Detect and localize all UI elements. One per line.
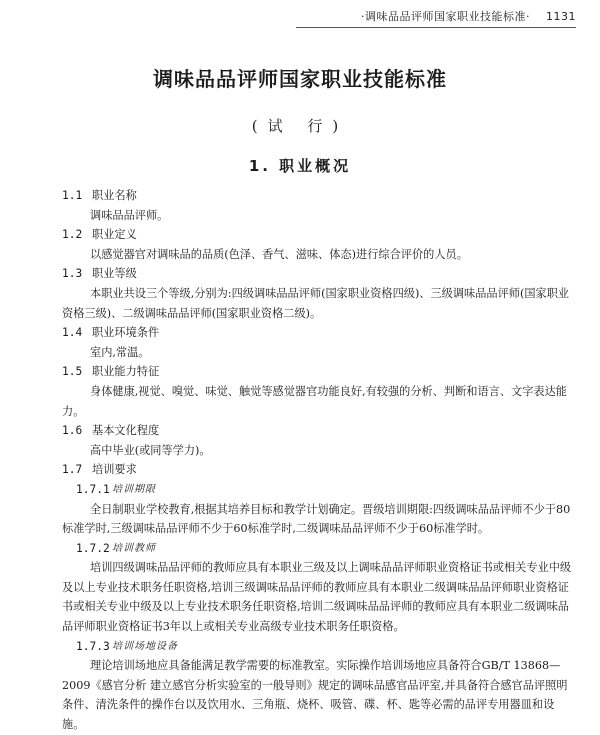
subitem-heading <box>62 637 572 657</box>
item-heading <box>62 186 572 206</box>
item-number: 1.7 <box>62 463 83 477</box>
item-label: 职业名称 <box>92 189 137 202</box>
item-number: 1.5 <box>62 365 83 379</box>
item-text: 身体健康,视觉、嗅觉、味觉、触觉等感觉器官功能良好,有较强的分析、判断和语言、文字表达能力。 <box>62 384 567 418</box>
subitem-text: 理论培训场地应具备能满足教学需要的标准教室。实际操作培训场地应具备符合GB/T 13868—2009《感官分析 建立感官分析实验室的一般导则》规定的调味品感官品评室,并具备符合感官品评照明条件、清洗条件的操作台以及饮用水、三角瓶、烧杯、吸管、碟、杯、匙等必需的品评专用器皿和设施。 <box>62 659 568 732</box>
subitem-text: 培训四级调味品品评师的教师应具有本职业三级及以上调味品品评师职业资格证书或相关专业中级及以上专业技术职务任职资格,培训三级调味品品评师的教师应具有本职业二级调味品品评师职业资格证书或相关专业中级及以上专业技术职务任职资格,培训二级调味品品评师的教师应具有本职业二级调味品品评师职业资格证书3年以上或相关专业高级专业技术职务任职资格。 <box>62 561 572 634</box>
item-label: 培训要求 <box>92 463 137 477</box>
item-heading <box>62 225 572 245</box>
document-subtitle: (试 行) <box>251 117 349 135</box>
item-heading <box>62 460 572 480</box>
document-body <box>62 186 572 735</box>
subitem-heading <box>62 480 572 500</box>
subitem-heading <box>62 539 572 559</box>
item-label: 职业等级 <box>92 267 137 281</box>
item-heading <box>62 264 572 284</box>
subitem-number: 1.7.2 <box>76 541 110 555</box>
item-number: 1.4 <box>62 326 83 340</box>
running-header <box>361 8 576 24</box>
item-text: 调味品品评师。 <box>90 208 169 222</box>
subitem-number: 1.7.1 <box>76 482 110 496</box>
subitem-label: 培训教师 <box>112 542 156 554</box>
subitem-number: 1.7.3 <box>76 639 110 653</box>
subitem-text: 全日制职业学校教育,根据其培养目标和教学计划确定。晋级培训期限:四级调味品品评师不少于80标准学时,三级调味品品评师不少于60标准学时,二级调味品品评师不少于60标准学时。 <box>62 502 571 536</box>
item-label: 职业定义 <box>92 228 137 242</box>
running-title: ·调味品品评师国家职业技能标准· <box>361 10 530 23</box>
section-title: 1. 职业概况 <box>248 157 352 175</box>
item-text: 以感觉器官对调味品的品质(色泽、香气、滋味、体态)进行综合评价的人员。 <box>90 247 468 261</box>
item-number: 1.2 <box>62 228 83 242</box>
item-label: 职业能力特征 <box>92 365 160 379</box>
item-number: 1.3 <box>62 267 83 281</box>
item-text: 室内,常温。 <box>90 345 150 359</box>
page-number: 1131 <box>546 10 576 23</box>
item-heading <box>62 421 572 441</box>
document-title: 调味品品评师国家职业技能标准 <box>153 67 447 91</box>
item-heading <box>62 362 572 382</box>
item-label: 基本文化程度 <box>92 424 160 438</box>
header-rule <box>296 27 576 28</box>
subitem-label: 培训期限 <box>112 483 156 495</box>
item-heading <box>62 323 572 343</box>
item-number: 1.6 <box>62 424 83 438</box>
item-text: 高中毕业(或同等学力)。 <box>90 443 211 457</box>
item-label: 职业环境条件 <box>92 326 160 340</box>
subitem-label: 培训场地设备 <box>112 640 178 652</box>
item-number: 1.1 <box>62 189 83 202</box>
item-text: 本职业共设三个等级,分别为:四级调味品品评师(国家职业资格四级)、三级调味品品评师(国家职业资格三级)、二级调味品品评师(国家职业资格二级)。 <box>62 286 570 320</box>
